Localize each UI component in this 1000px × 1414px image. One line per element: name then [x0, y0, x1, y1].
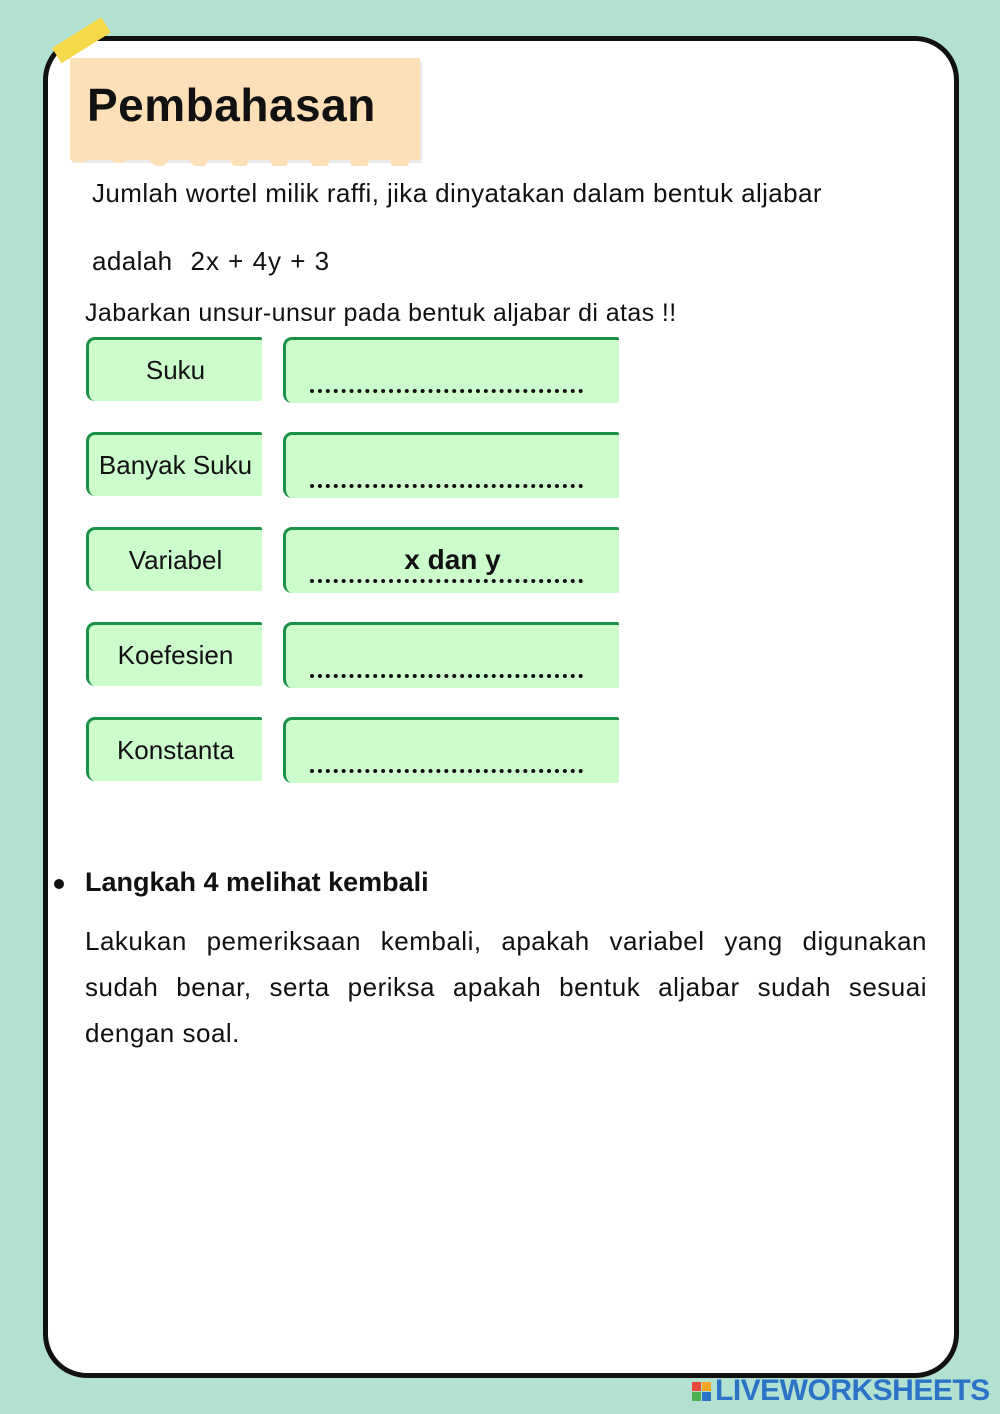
dotted-line — [310, 769, 583, 773]
answer-field-koefesien[interactable] — [283, 622, 619, 688]
step-title: Langkah 4 melihat kembali — [85, 867, 429, 897]
answer-field-variabel[interactable] — [283, 527, 619, 593]
liveworksheets-brand[interactable] — [692, 1374, 990, 1408]
logo-tile-l — [692, 1382, 701, 1391]
label-banyak-suku — [86, 432, 262, 496]
dotted-line — [310, 674, 583, 678]
label-konstanta — [86, 717, 262, 781]
page-title: Pembahasan — [87, 79, 376, 131]
problem-line-1: Jumlah wortel milik raffi, jika dinyatakan dalam bentuk aljabar — [92, 178, 822, 208]
dotted-line — [310, 579, 583, 583]
logo-tile-i — [702, 1382, 711, 1391]
label-text: Koefesien — [117, 640, 234, 670]
label-text: Variabel — [128, 545, 223, 575]
step-paragraph: Lakukan pemeriksaan kembali, apakah variabel yang digunakan sudah benar, serta periksa apakah bentuk aljabar sudah sesuai dengan soal. — [85, 926, 927, 1048]
logo-tile-e — [702, 1392, 711, 1401]
label-text: Konstanta — [116, 735, 235, 765]
dotted-line — [310, 484, 583, 488]
dotted-line — [310, 389, 583, 393]
problem-line-2 — [92, 246, 330, 277]
label-koefesien — [86, 622, 262, 686]
answer-field-konstanta[interactable] — [283, 717, 619, 783]
answer-field-banyak-suku[interactable] — [283, 432, 619, 498]
label-variabel — [86, 527, 262, 591]
worksheet-card — [43, 36, 959, 1378]
liveworksheets-logo-icon — [692, 1382, 711, 1401]
label-text: Banyak Suku — [98, 450, 253, 480]
torn-edge-decoration — [70, 154, 420, 166]
logo-tile-v — [692, 1392, 701, 1401]
algebra-expression: 2x + 4y + 3 — [190, 246, 331, 276]
answer-value: x dan y — [404, 544, 501, 575]
bullet-icon — [54, 879, 64, 889]
instruction-text: Jabarkan unsur-unsur pada bentuk aljabar di atas !! — [85, 299, 677, 327]
label-suku — [86, 337, 262, 401]
answer-field-suku[interactable] — [283, 337, 619, 403]
label-text: Suku — [145, 355, 206, 385]
brand-text: LIVEWORKSHEETS — [715, 1374, 990, 1407]
problem-line-2-prefix: adalah — [92, 246, 173, 276]
